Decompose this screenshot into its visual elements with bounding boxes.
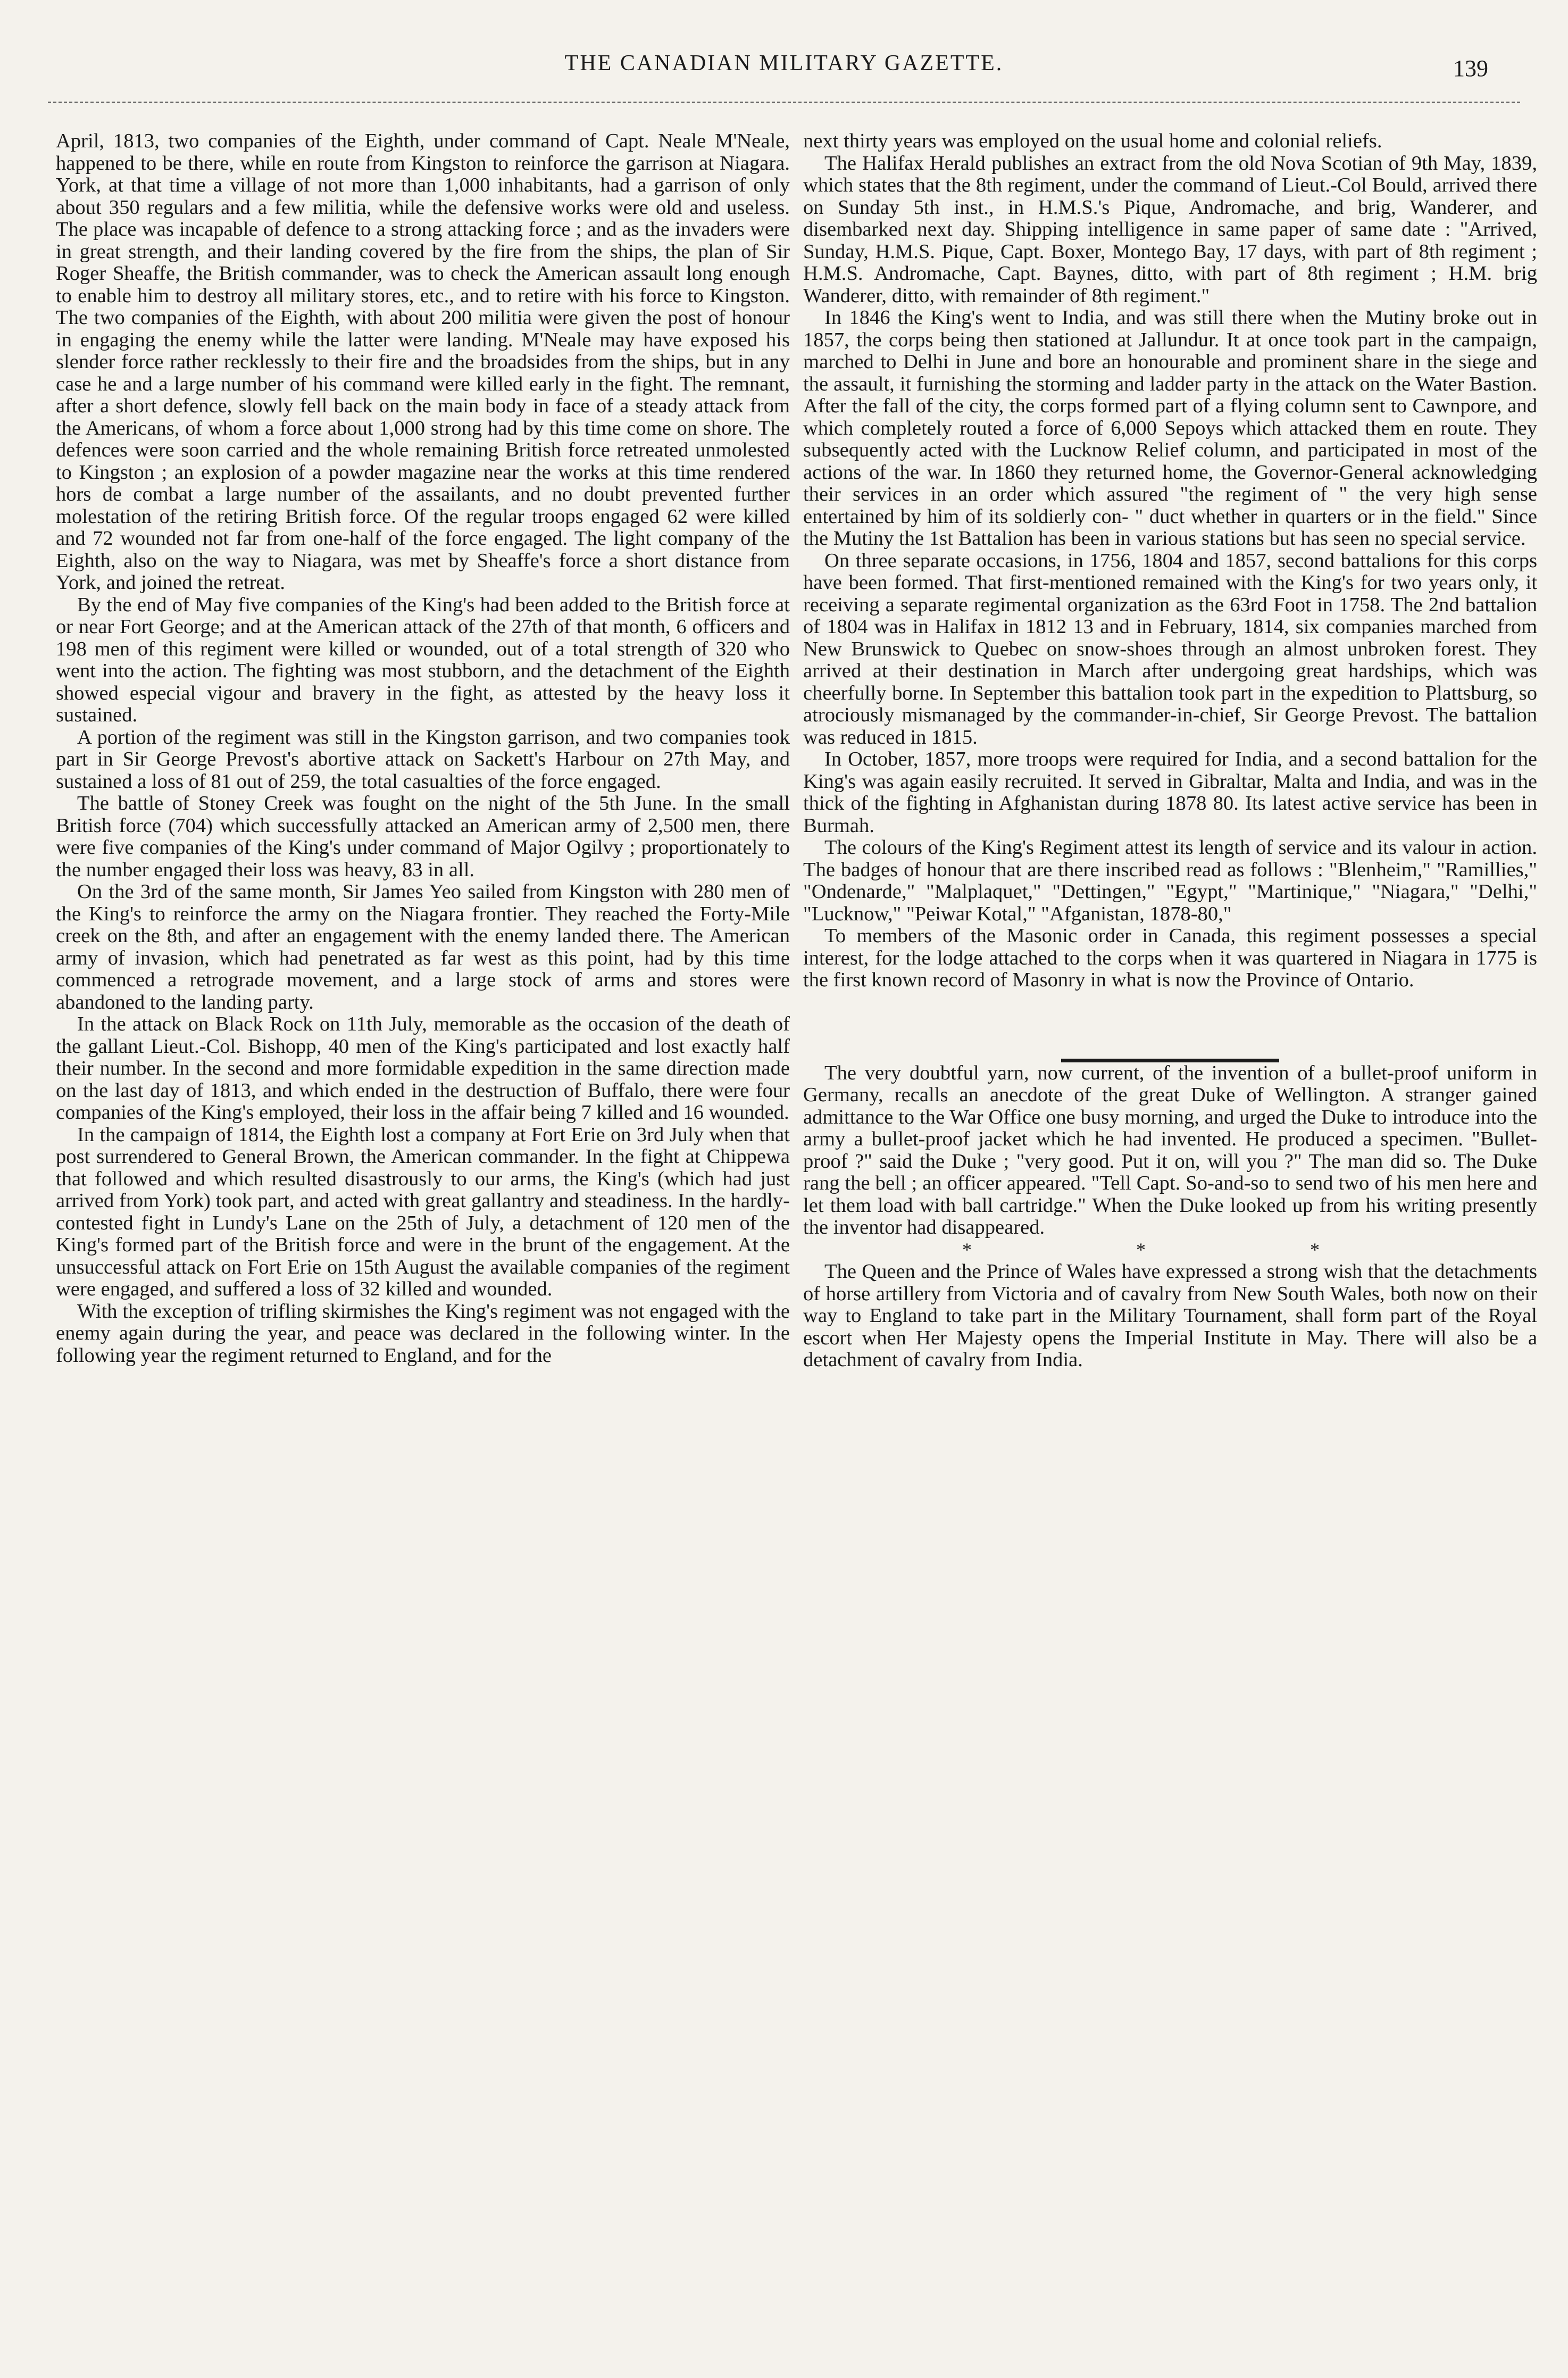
paragraph: The colours of the King's Regiment attest its length of service and its valour in action. The badges of honour that are there inscribed read as follows : "Blenheim," "Ramillies," "Ondenarde," "Malplaquet," "Dettingen," "Egypt," "Martinique," "Niagara," "Delhi," "Lucknow," "Peiwar Kotal," "Afganistan, 1878-80,"	[803, 836, 1537, 925]
filler-paragraph: The Queen and the Prince of Wales have expressed a strong wish that the detachments of horse artillery from Victoria and of cavalry from New South Wales, both now on their way to England to take part in the Military Tournament, shall form part of the Royal escort when Her Majesty opens the Imperial Institute in May. There will also be a detachment of cavalry from India.	[803, 1260, 1537, 1371]
paragraph: By the end of May five companies of the King's had been added to the British force at or near Fort George; and at the American attack of the 27th of that month, 6 officers and 198 men of this regiment were killed or wounded, out of a total strength of 320 who went into the action. The fighting was most stubborn, and the detachment of the Eighth showed especial vigour and bravery in the fight, as attested by the heavy loss it sustained.	[56, 593, 790, 726]
header-rule	[48, 102, 1520, 103]
running-head: THE CANADIAN MILITARY GAZETTE.	[564, 51, 1004, 76]
paragraph: A portion of the regiment was still in the Kingston garrison, and two companies took part in Sir George Prevost's abortive attack on Sackett's Harbour on 27th May, and sustained a loss of 81 out of 259, the total casualties of the force engaged.	[56, 726, 790, 793]
paragraph: On three separate occasions, in 1756, 1804 and 1857, second battalions for this corps have been formed. That first-mentioned remained with the King's for two years only, it receiving a separate regimental organization as the 63rd Foot in 1758. The 2nd battalion of 1804 was in Halifax in 1812 13 and in February, 1814, six companies marched from New Brunswick to Quebec on snow-shoes through an almost unbroken forest. They arrived at their destination in March after undergoing great hardships, which was cheerfully borne. In September this battalion took part in the expedition to Plattsburg, so atrociously mismanaged by the commander-in-chief, Sir George Prevost. The battalion was reduced in 1815.	[803, 549, 1537, 749]
filler-paragraph: The very doubtful yarn, now current, of the invention of a bullet-proof uniform in Germany, recalls an anecdote of the great Duke of Wellington. A stranger gained admittance to the War Office one busy morning, and urged the Duke to introduce into the army a bullet-proof jacket which he had invented. He produced a specimen. "Bullet-proof ?" said the Duke ; "very good. Put it on, will you ?" The man did so. The Duke rang the bell ; an officer appeared. "Tell Capt. So-and-so to send two of his men here and let them load with ball cartridge." When the Duke looked up from his writing presently the inventor had disappeared.	[803, 1061, 1537, 1238]
paragraph: April, 1813, two companies of the Eighth, under command of Capt. Neale M'Neale, happened to be there, while en route from Kingston to reinforce the garrison at Niagara. York, at that time a village of not more than 1,000 inhabitants, had a garrison of only about 350 regulars and a few militia, while the defensive works were old and useless. The place was incapable of defence to a strong attacking force ; and as the invaders were in great strength, and their landing covered by the fire from the ships, the plan of Sir Roger Sheaffe, the British commander, was to check the American assault long enough to enable him to destroy all military stores, etc., and to retire with his force to Kingston. The two companies of the Eighth, with about 200 militia were given the post of honour in engaging the enemy while the latter were landing. M'Neale may have exposed his slender force rather recklessly to their fire and the broadsides from the ships, but in any case he and a large number of his command were killed early in the fight. The remnant, after a short defence, slowly fell back on the main body in face of a steady attack from the Americans, of whom a force about 1,000 strong had by this time come on shore. The defences were soon carried and the whole remaining British force retreated unmolested to Kingston ; an explosion of a powder magazine near the works at this time rendered hors de combat a large number of the assailants, and no doubt prevented further molestation of the retiring British force. Of the regular troops engaged 62 were killed and 72 wounded not far from one-half of the force engaged. The light company of the Eighth, also on the way to Niagara, was met by Sheaffe's force a short distance from York, and joined the retreat.	[56, 130, 790, 594]
page-number: 139	[1453, 55, 1488, 81]
paragraph: The Halifax Herald publishes an extract from the old Nova Scotian of 9th May, 1839, which states that the 8th regiment, under the command of Lieut.-Col Bould, arrived there on Sunday 5th inst., in H.M.S.'s Pique, Andromache, and brig, Wanderer, and disembarked next day. Shipping intelligence in same paper of same date : "Arrived, Sunday, H.M.S. Pique, Capt. Boxer, Montego Bay, 17 days, with part of 8th regiment ; H.M.S. Andromache, Capt. Baynes, ditto, with part of 8th regiment ; H.M. brig Wanderer, ditto, with remainder of 8th regiment."	[803, 152, 1537, 307]
paragraph: In October, 1857, more troops were required for India, and a second battalion for the King's was again easily recruited. It served in Gibraltar, Malta and India, and was in the thick of the fighting in Afghanistan during 1878 80. Its latest active service has been in Burmah.	[803, 748, 1537, 837]
asterism: * * *	[962, 1238, 1399, 1260]
left-column	[56, 130, 790, 1367]
paragraph: next thirty years was employed on the usual home and colonial reliefs.	[803, 130, 1382, 152]
right-column	[803, 130, 1537, 1371]
paragraph: The battle of Stoney Creek was fought on the night of the 5th June. In the small British force (704) which successfully attacked an American army of 2,500 men, there were five companies of the King's under command of Major Ogilvy ; proportionately to the number engaged their loss was heavy, 83 in all.	[56, 792, 790, 881]
paragraph: In the attack on Black Rock on 11th July, memorable as the occasion of the death of the gallant Lieut.-Col. Bishopp, 40 men of the King's participated and lost exactly half their number. In the second and more formidable expedition in the same direction made on the last day of 1813, and which ended in the destruction of Buffalo, there were four companies of the King's employed, their loss in the affair being 7 killed and 16 wounded.	[56, 1013, 790, 1124]
paragraph: On the 3rd of the same month, Sir James Yeo sailed from Kingston with 280 men of the King's to reinforce the army on the Niagara frontier. They reached the Forty-Mile creek on the 8th, and after an engagement with the enemy landed there. The American army of invasion, which had penetrated as far west as this point, had by this time commenced a retrograde movement, and a large stock of arms and stores were abandoned to the landing party.	[56, 880, 790, 1013]
page-header	[48, 51, 1520, 93]
paragraph: With the exception of trifling skirmishes the King's regiment was not engaged with the enemy again during the year, and peace was declared in the following winter. In the following year the regiment returned to England, and for the	[56, 1300, 790, 1367]
paragraph: In the campaign of 1814, the Eighth lost a company at Fort Erie on 3rd July when that post surrendered to General Brown, the American commander. In the fight at Chippewa that followed and which resulted disastrously to our arms, the King's (which had just arrived from York) took part, and acted with great gallantry and steadiness. In the hardly-contested fight in Lundy's Lane on the 25th of July, a detachment of 120 men of the King's formed part of the British force and were in the brunt of the engagement. At the unsuccessful attack on Fort Erie on 15th August the available companies of the regiment were engaged, and suffered a loss of 32 killed and wounded.	[56, 1123, 790, 1300]
paragraph: To members of the Masonic order in Canada, this regiment possesses a special interest, for the lodge attached to the corps when it was quartered in Niagara in 1775 is the first known record of Masonry in what is now the Province of Ontario.	[803, 925, 1537, 991]
paragraph: In 1846 the King's went to India, and was still there when the Mutiny broke out in 1857, the corps being then stationed at Jallundur. It at once took part in the campaign, marched to Delhi in June and bore an honourable and prominent share in the siege and the assault, it furnishing the storming and ladder party in the attack on the Water Bastion. After the fall of the city, the corps formed part of a flying column sent to Cawnpore, and which completely routed a force of 6,000 Sepoys which attacked them en route. They subsequently acted with the Lucknow Relief column, and participated in most of the actions of the war. In 1860 they returned home, the Governor-General acknowledging their services in an order which assured "the regiment of " the very high sense entertained by him of its soldierly con- " duct whether in quarters or in the field." Since the Mutiny the 1st Battalion has been in various stations but has seen no special service.	[803, 306, 1537, 550]
